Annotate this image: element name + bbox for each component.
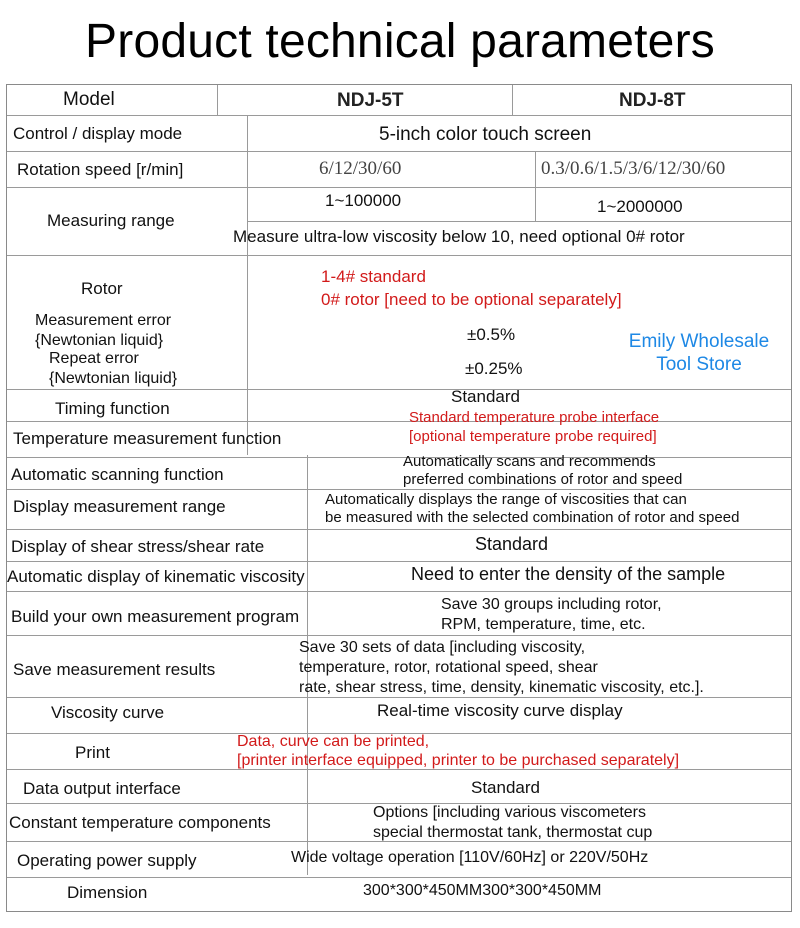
dimension-label: Dimension	[67, 883, 148, 902]
shear-label: Display of shear stress/shear rate	[11, 537, 265, 556]
measurement-error-label-2: {Newtonian liquid}	[35, 332, 164, 349]
rotor-label: Rotor	[81, 279, 123, 298]
range-label: Measuring range	[47, 211, 175, 230]
col-divider	[535, 151, 536, 221]
program-line-1: Save 30 groups including rotor,	[441, 596, 662, 613]
timing-label: Timing function	[55, 399, 170, 418]
model-ndj5t: NDJ-5T	[337, 90, 404, 111]
print-line-2: [printer interface equipped, printer to be purchased separately]	[237, 752, 680, 769]
print-line-1: Data, curve can be printed,	[237, 733, 430, 750]
parameters-table	[6, 84, 792, 912]
row-divider	[7, 561, 791, 562]
row-divider	[7, 529, 791, 530]
curve-label: Viscosity curve	[51, 703, 165, 722]
scanning-line-2: preferred combinations of rotor and speed	[403, 471, 683, 488]
program-label: Build your own measurement program	[11, 607, 300, 626]
temperature-line-1: Standard temperature probe interface	[409, 409, 660, 426]
row-divider	[7, 187, 791, 188]
save-results-line-2: temperature, rotor, rotational speed, shear	[299, 659, 598, 676]
row-divider	[7, 115, 791, 116]
repeat-error-value: ±0.25%	[465, 359, 523, 378]
measurement-error-value: ±0.5%	[467, 325, 516, 344]
store-watermark-line-1: Emily Wholesale	[628, 331, 770, 352]
repeat-error-label-2: {Newtonian liquid}	[49, 370, 178, 387]
range-note: Measure ultra-low viscosity below 10, need optional 0# rotor	[233, 227, 685, 246]
row-divider	[7, 421, 791, 422]
rotation-ndj8t: 0.3/0.6/1.5/3/6/12/30/60	[541, 158, 726, 179]
scanning-label: Automatic scanning function	[11, 465, 224, 484]
save-results-line-1: Save 30 sets of data [including viscosity,	[299, 639, 586, 656]
constant-temp-line-2: special thermostat tank, thermostat cup	[373, 824, 653, 841]
row-divider	[247, 221, 791, 222]
rotor-line-1: 1-4# standard	[321, 267, 426, 286]
display-range-line-1: Automatically displays the range of viscosities that can	[325, 491, 687, 508]
constant-temp-label: Constant temperature components	[9, 813, 271, 832]
power-value: Wide voltage operation [110V/60Hz] or 220V/50Hz	[291, 849, 649, 866]
curve-value: Real-time viscosity curve display	[377, 701, 623, 720]
kinematic-label: Automatic display of kinematic viscosity	[7, 567, 305, 586]
range-ndj8t: 1~2000000	[597, 197, 683, 216]
dimension-value: 300*300*450MM300*300*450MM	[363, 882, 602, 899]
col-divider	[247, 255, 248, 455]
print-label: Print	[75, 743, 110, 762]
scanning-line-1: Automatically scans and recommends	[403, 453, 656, 470]
temperature-line-2: [optional temperature probe required]	[409, 428, 657, 445]
range-ndj5t: 1~100000	[325, 191, 402, 210]
rotation-label: Rotation speed [r/min]	[17, 160, 184, 179]
control-value: 5-inch color touch screen	[379, 124, 592, 145]
control-label: Control / display mode	[13, 124, 183, 143]
row-divider	[7, 255, 791, 256]
measurement-error-label-1: Measurement error	[35, 312, 172, 329]
rotation-ndj5t: 6/12/30/60	[319, 158, 402, 179]
row-divider	[7, 389, 791, 390]
model-ndj8t: NDJ-8T	[619, 90, 686, 111]
store-watermark-line-2: Tool Store	[656, 354, 742, 375]
col-divider	[217, 85, 218, 115]
repeat-error-label-1: Repeat error	[49, 350, 139, 367]
model-label: Model	[63, 89, 115, 110]
row-divider	[7, 151, 791, 152]
row-divider	[7, 591, 791, 592]
kinematic-value: Need to enter the density of the sample	[411, 564, 726, 584]
row-divider	[7, 489, 791, 490]
row-divider	[7, 877, 791, 878]
save-results-line-3: rate, shear stress, time, density, kinematic viscosity, etc.].	[299, 679, 704, 696]
display-range-line-2: be measured with the selected combination of rotor and speed	[325, 509, 740, 526]
power-label: Operating power supply	[17, 851, 197, 870]
page-title: Product technical parameters	[85, 15, 715, 68]
program-line-2: RPM, temperature, time, etc.	[441, 616, 646, 633]
temperature-label: Temperature measurement function	[13, 429, 282, 448]
shear-value: Standard	[475, 534, 549, 554]
display-range-label: Display measurement range	[13, 497, 226, 516]
row-divider	[7, 457, 791, 458]
data-output-label: Data output interface	[23, 779, 181, 798]
col-divider	[512, 85, 513, 115]
row-divider	[7, 635, 791, 636]
save-results-label: Save measurement results	[13, 660, 216, 679]
timing-value: Standard	[451, 387, 520, 406]
constant-temp-line-1: Options [including various viscometers	[373, 804, 647, 821]
data-output-value: Standard	[471, 778, 540, 797]
rotor-line-2: 0# rotor [need to be optional separately]	[321, 290, 622, 309]
